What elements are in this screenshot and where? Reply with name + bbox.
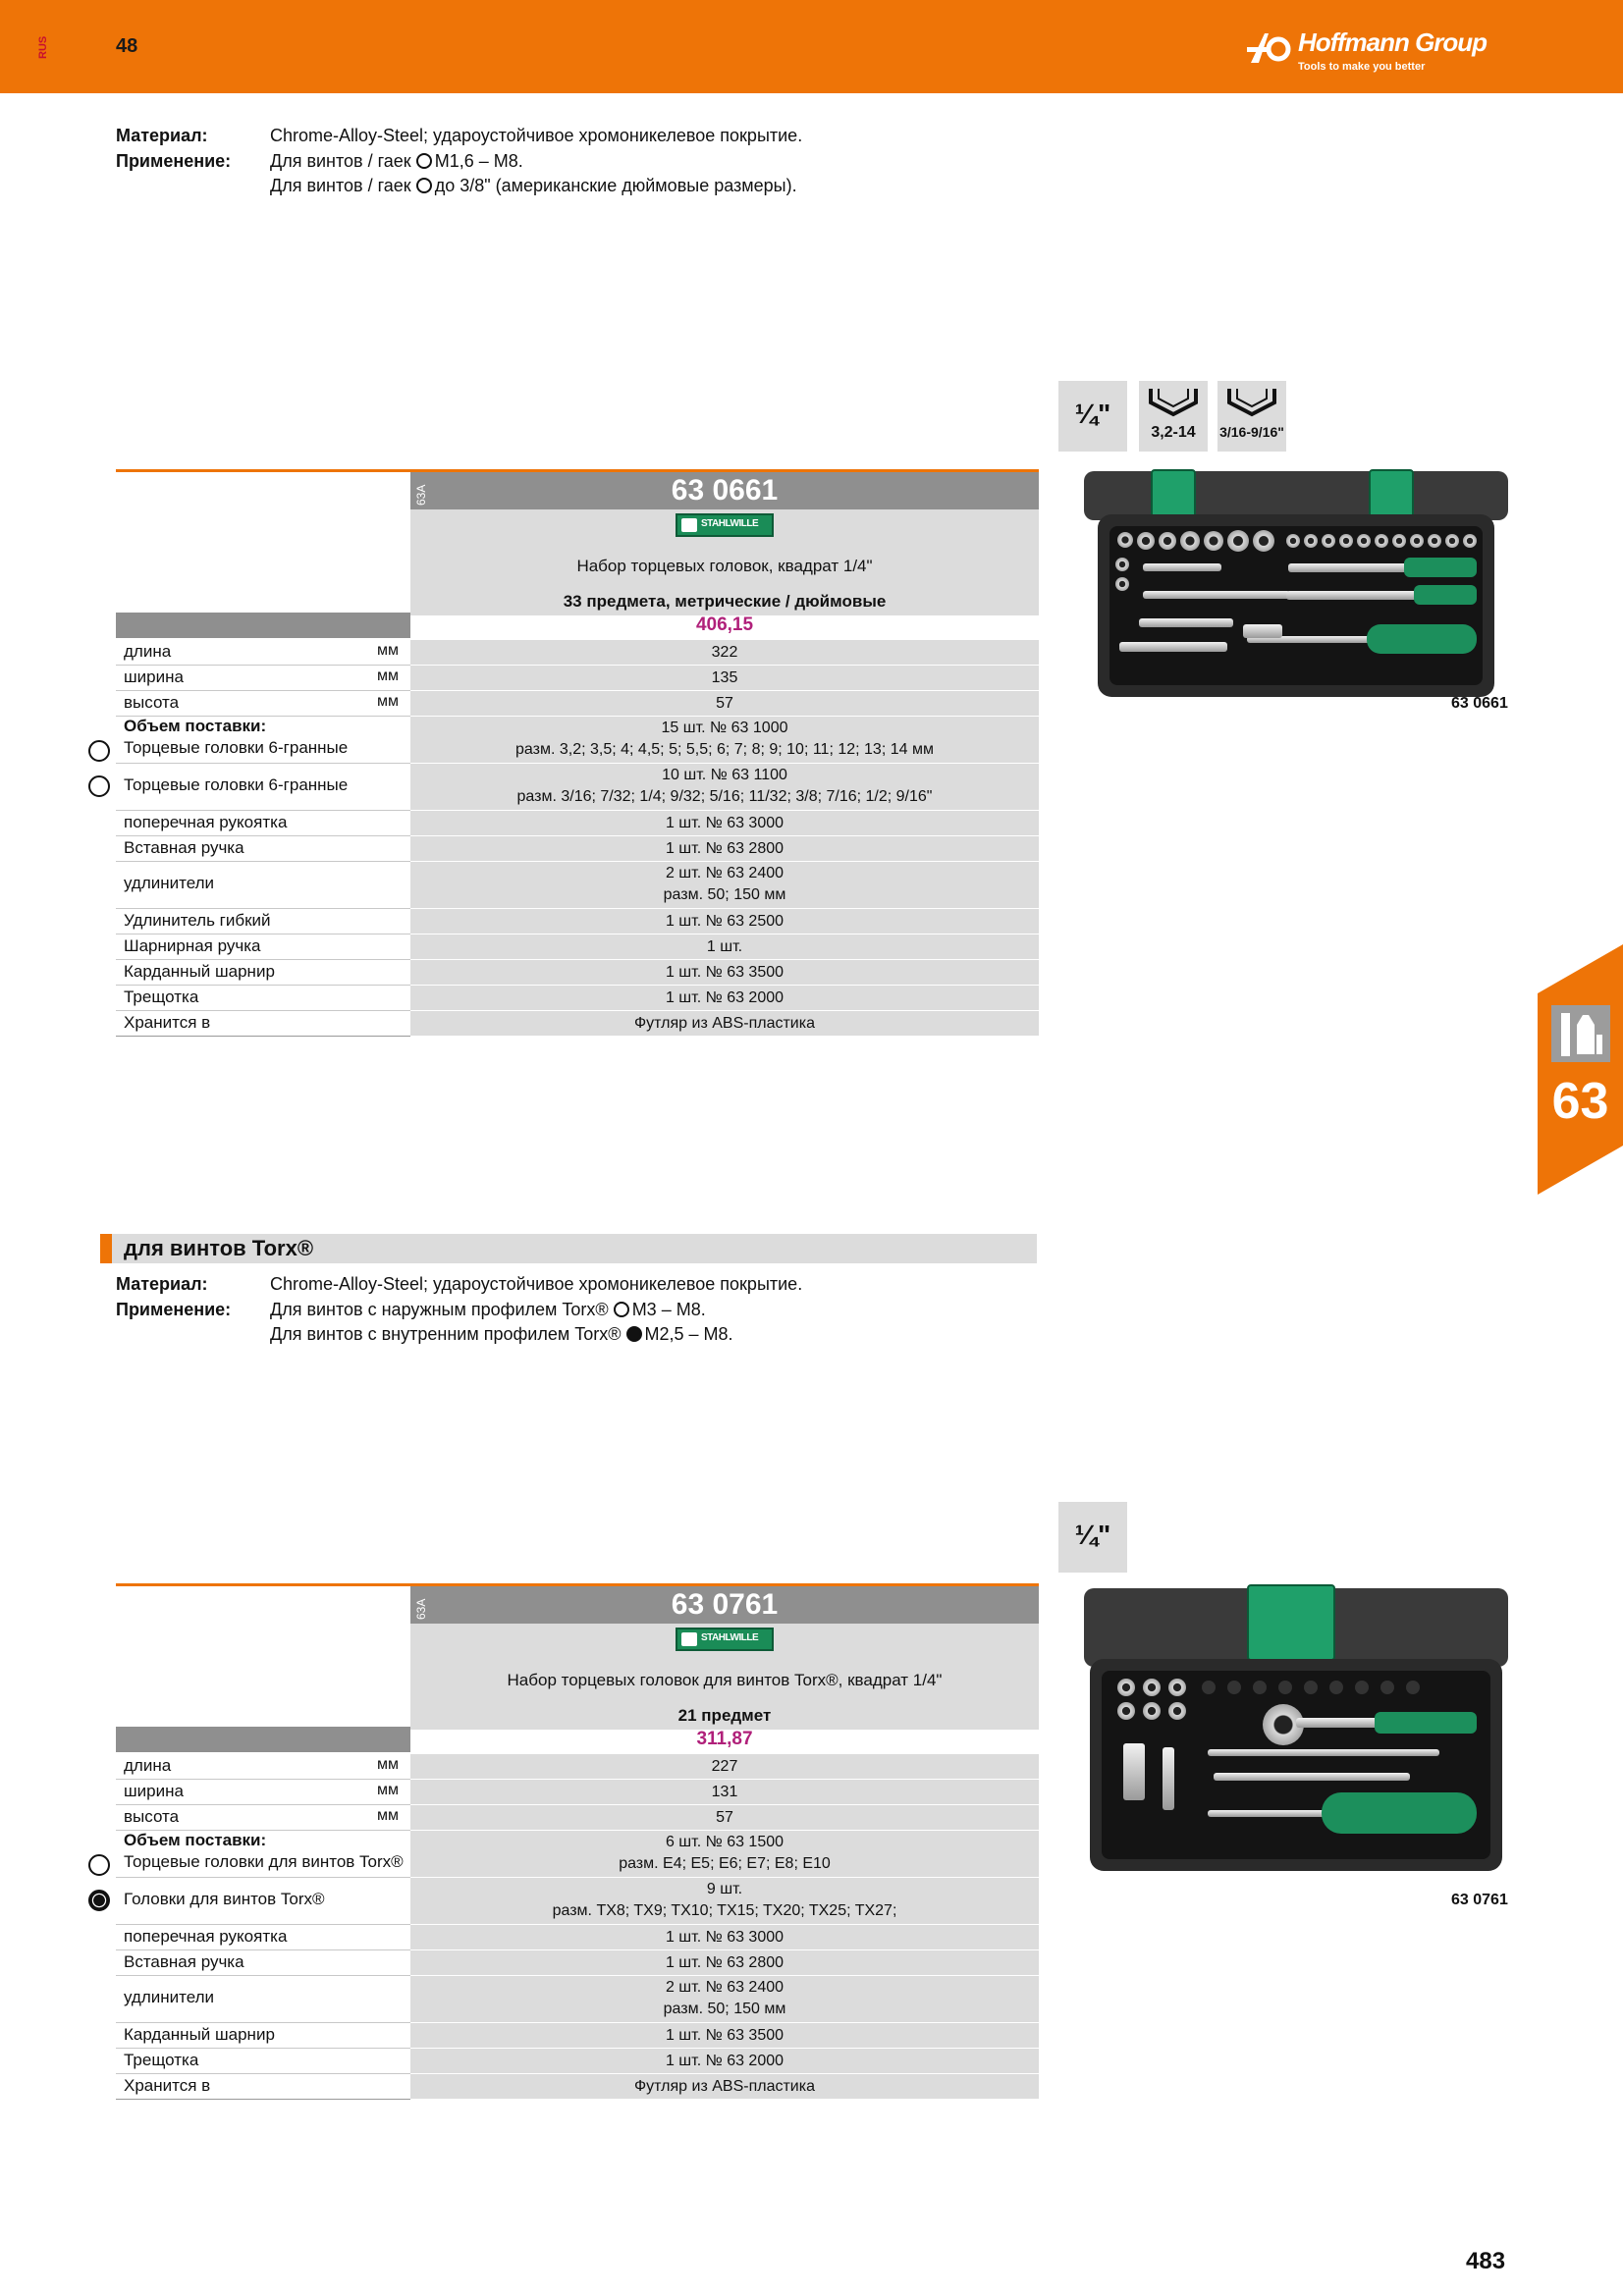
bit xyxy=(1253,1681,1267,1694)
row-label: высота xyxy=(124,693,180,712)
socket-profile-icon xyxy=(1147,385,1200,418)
row-value-line-1: 15 шт. № 63 1000 xyxy=(661,720,788,736)
brand-label: STAHLWILLE xyxy=(701,518,759,529)
scope-heading: Объем поставки: xyxy=(124,1831,267,1849)
use-line-2-range: M2,5 – M8. xyxy=(644,1324,733,1344)
table-row xyxy=(116,909,1039,934)
chapter-tab-shape xyxy=(1538,944,1623,1195)
ratchet-grip xyxy=(1404,558,1477,577)
torx-filled-icon xyxy=(626,1326,642,1342)
hoffmann-logo-icon xyxy=(1245,27,1296,71)
socket xyxy=(1115,577,1129,591)
socket xyxy=(1117,1679,1135,1696)
row-value: 131 xyxy=(410,1780,1039,1804)
drive-size-box xyxy=(1058,381,1127,452)
use-line-2 xyxy=(270,1322,733,1347)
table-row xyxy=(116,764,1039,811)
page-number-left: 48 xyxy=(116,35,138,57)
header-bar xyxy=(0,0,1623,93)
screwdriver-handle xyxy=(1367,624,1477,654)
row-label: Головки для винтов Torx® xyxy=(124,1890,325,1908)
hex-outline-icon xyxy=(416,153,432,169)
universal-joint xyxy=(1123,1743,1145,1800)
material-key: Материал: xyxy=(116,1274,208,1294)
row-value-line-1: 9 шт. xyxy=(706,1881,743,1897)
screwdriver-shaft xyxy=(1208,1810,1325,1817)
row-label: поперечная рукоятка xyxy=(124,813,288,831)
row-value: 1 шт. № 63 2800 xyxy=(410,1950,1039,1975)
product-header xyxy=(410,472,1039,615)
row-label: Шарнирная ручка xyxy=(124,936,261,955)
brand-logo[interactable] xyxy=(1245,22,1540,80)
section-marker xyxy=(100,1234,112,1263)
socket xyxy=(1143,1679,1161,1696)
article-number: 63 0661 xyxy=(671,474,779,507)
row-value xyxy=(410,1976,1039,2022)
extension-bar xyxy=(1139,618,1233,627)
stahlwille-logo xyxy=(676,1628,774,1651)
hex-socket-icon xyxy=(88,775,110,797)
socket xyxy=(1137,532,1155,550)
row-label: высота xyxy=(124,1807,180,1826)
chapter-number: 63 xyxy=(1551,1073,1609,1130)
row-value: 135 xyxy=(410,666,1039,690)
photo-caption: 63 0661 xyxy=(1451,695,1508,712)
row-value-line-2: разм. 50; 150 мм xyxy=(663,2001,786,2017)
drive-size-box xyxy=(1058,1502,1127,1573)
wrench-icon xyxy=(681,1632,697,1646)
handle-shaft xyxy=(1286,591,1434,600)
socket xyxy=(1339,534,1353,548)
price-bar xyxy=(116,1727,410,1752)
handle-grip xyxy=(1414,585,1477,605)
row-label: поперечная рукоятка xyxy=(124,1927,288,1946)
socket-profile-icon xyxy=(1225,385,1278,418)
row-value: Футляр из ABS-пластика xyxy=(410,2074,1039,2099)
row-value: 1 шт. xyxy=(410,934,1039,959)
wrench-socket-icon xyxy=(1551,1005,1610,1062)
socket xyxy=(1168,1702,1186,1720)
row-value: 1 шт. № 63 3500 xyxy=(410,960,1039,985)
row-value: 1 шт. № 63 2000 xyxy=(410,2049,1039,2073)
bit xyxy=(1406,1681,1420,1694)
use-line-1-range: M1,6 – M8. xyxy=(434,151,523,171)
extension-bar xyxy=(1163,1747,1174,1810)
table-row xyxy=(116,2023,1039,2049)
table-row xyxy=(116,1878,1039,1925)
bit xyxy=(1355,1681,1369,1694)
table-row xyxy=(116,691,1039,717)
row-value-line-1: 10 шт. № 63 1100 xyxy=(662,767,787,783)
torx-outline-icon xyxy=(614,1302,629,1317)
product-table-63-0661 xyxy=(116,469,1039,1039)
product-table-63-0761 xyxy=(116,1583,1039,2104)
hex-outline-icon xyxy=(416,178,432,193)
use-line-1-text: Для винтов / гаек xyxy=(270,151,411,171)
row-value-line-2: разм. 50; 150 мм xyxy=(663,886,786,903)
price[interactable]: 406,15 xyxy=(695,614,754,635)
socket xyxy=(1463,534,1477,548)
table-row xyxy=(116,1780,1039,1805)
use-line-1 xyxy=(270,1298,706,1322)
material-value: Chrome-Alloy-Steel; удароустойчивое хромоникелевое покрытие. xyxy=(270,1274,803,1294)
row-unit: мм xyxy=(377,1807,399,1824)
row-label: удлинители xyxy=(124,874,215,892)
row-divider xyxy=(116,1036,410,1037)
row-label: Трещотка xyxy=(124,2051,199,2069)
table-row xyxy=(116,717,1039,764)
price[interactable]: 311,87 xyxy=(696,1729,753,1749)
table-row xyxy=(116,862,1039,909)
case-clip xyxy=(1247,1584,1335,1661)
use-key: Применение: xyxy=(116,151,232,171)
use-key: Применение: xyxy=(116,1300,232,1319)
hex-socket-icon xyxy=(88,740,110,762)
case-lid xyxy=(1084,471,1508,520)
socket xyxy=(1143,1702,1161,1720)
table-row xyxy=(116,666,1039,691)
row-label: удлинители xyxy=(124,1988,215,2006)
category-code: 63A xyxy=(414,484,428,506)
socket xyxy=(1322,534,1335,548)
product-description: Набор торцевых головок для винтов Torx®, квадрат 1/4" xyxy=(507,1671,943,1689)
row-value: 1 шт. № 63 2000 xyxy=(410,986,1039,1010)
row-label: длина xyxy=(124,642,172,661)
inch-socket-box xyxy=(1217,381,1286,452)
table-row xyxy=(116,1950,1039,1976)
bit xyxy=(1227,1681,1241,1694)
sliding-t-bar xyxy=(1143,591,1290,599)
socket xyxy=(1428,534,1441,548)
table-row xyxy=(116,1925,1039,1950)
socket xyxy=(1117,532,1133,548)
metric-socket-box xyxy=(1139,381,1208,452)
row-unit: мм xyxy=(377,642,399,659)
socket xyxy=(1445,534,1459,548)
socket-tools-icon xyxy=(1551,1005,1610,1062)
row-label: Хранится в xyxy=(124,2076,211,2095)
socket xyxy=(1286,534,1300,548)
socket xyxy=(1375,534,1388,548)
inch-range: 3/16-9/16" xyxy=(1219,424,1284,440)
row-value: 1 шт. № 63 3500 xyxy=(410,2023,1039,2048)
price-bar xyxy=(116,613,410,638)
use-line-1-range: M3 – M8. xyxy=(631,1300,706,1319)
row-value xyxy=(410,764,1039,810)
ratchet-grip xyxy=(1375,1712,1477,1734)
row-value: 57 xyxy=(410,1805,1039,1830)
row-value: 1 шт. № 63 3000 xyxy=(410,1925,1039,1949)
torx-bit-icon xyxy=(88,1890,110,1911)
intro-material-block xyxy=(116,124,901,202)
page-number-right: 483 xyxy=(1466,2248,1506,2274)
brand-name: Hoffmann Group xyxy=(1298,27,1488,57)
use-line-2 xyxy=(270,174,797,198)
bit xyxy=(1380,1681,1394,1694)
table-row xyxy=(116,836,1039,862)
row-value-line-2: разм. 3,2; 3,5; 4; 4,5; 5; 5,5; 6; 7; 8; 9; 10; 11; 12; 13; 14 мм xyxy=(515,741,934,758)
product-photo-63-0661[interactable] xyxy=(1080,469,1512,705)
table-row xyxy=(116,640,1039,666)
table-row xyxy=(116,960,1039,986)
screwdriver-handle xyxy=(1322,1792,1477,1834)
use-line-1 xyxy=(270,149,523,174)
article-number-bar[interactable] xyxy=(410,472,1039,509)
socket xyxy=(1115,558,1129,571)
table-row xyxy=(116,1805,1039,1831)
drive-size-label: ¼" xyxy=(1074,1520,1111,1550)
scope-heading: Объем поставки: xyxy=(124,717,267,735)
stahlwille-logo xyxy=(676,513,774,537)
socket xyxy=(1357,534,1371,548)
row-label: ширина xyxy=(124,1782,184,1800)
row-value-line-2: разм. TX8; TX9; TX10; TX15; TX20; TX25; TX27; xyxy=(552,1902,897,1919)
metric-range: 3,2-14 xyxy=(1151,424,1196,441)
table-row xyxy=(116,986,1039,1011)
row-label: Карданный шарнир xyxy=(124,962,275,981)
drive-size-label: ¼" xyxy=(1074,399,1111,429)
wrench-icon xyxy=(681,518,697,532)
row-value-line-1: 2 шт. № 63 2400 xyxy=(665,1979,784,1996)
section-title: для винтов Torx® xyxy=(124,1236,314,1260)
table-row xyxy=(116,1011,1039,1037)
table-row xyxy=(116,1976,1039,2023)
torx-socket-icon xyxy=(88,1854,110,1876)
table-row xyxy=(116,1754,1039,1780)
row-label: Торцевые головки 6-гранные xyxy=(124,775,349,794)
material-key: Материал: xyxy=(116,126,208,145)
row-value-line-2: разм. 3/16; 7/32; 1/4; 9/32; 5/16; 11/32; 3/8; 7/16; 1/2; 9/16" xyxy=(516,788,933,805)
row-label: Хранится в xyxy=(124,1013,211,1032)
socket xyxy=(1180,531,1200,551)
language-code: RUS xyxy=(37,35,49,59)
product-photo-63-0761[interactable] xyxy=(1080,1584,1512,1879)
table-row xyxy=(116,1831,1039,1878)
row-value: 322 xyxy=(410,640,1039,665)
row-value: 1 шт. № 63 3000 xyxy=(410,811,1039,835)
brand-tagline: Tools to make you better xyxy=(1298,61,1426,73)
socket xyxy=(1392,534,1406,548)
row-value: 227 xyxy=(410,1754,1039,1779)
product-description-bold: 33 предмета, метрические / дюймовые xyxy=(563,592,887,611)
row-value: Футляр из ABS-пластика xyxy=(410,1011,1039,1036)
row-value: 1 шт. № 63 2800 xyxy=(410,836,1039,861)
use-line-2-range: до 3/8" (американские дюймовые размеры). xyxy=(434,176,797,195)
use-line-1-text: Для винтов с наружным профилем Torx® xyxy=(270,1300,609,1319)
row-value-line-2: разм. E4; E5; E6; E7; E8; E10 xyxy=(619,1855,831,1872)
row-unit: мм xyxy=(377,693,399,710)
article-number-bar[interactable] xyxy=(410,1586,1039,1624)
product-description: Набор торцевых головок, квадрат 1/4" xyxy=(576,557,873,575)
product-description-bold: 21 предмет xyxy=(677,1706,772,1725)
row-divider xyxy=(116,2099,410,2100)
row-unit: мм xyxy=(377,1756,399,1773)
use-line-2-text: Для винтов с внутренним профилем Torx® xyxy=(270,1324,622,1344)
socket xyxy=(1168,1679,1186,1696)
category-code: 63A xyxy=(414,1598,428,1620)
row-label: Вставная ручка xyxy=(124,838,244,857)
row-value xyxy=(410,1878,1039,1924)
row-value-line-1: 2 шт. № 63 2400 xyxy=(665,865,784,881)
use-line-2-text: Для винтов / гаек xyxy=(270,176,411,195)
t-bar xyxy=(1208,1749,1439,1756)
socket xyxy=(1410,534,1424,548)
row-value-line-1: 6 шт. № 63 1500 xyxy=(665,1834,784,1850)
socket xyxy=(1227,530,1249,552)
row-label: Торцевые головки 6-гранные xyxy=(124,738,349,757)
row-value: 57 xyxy=(410,691,1039,716)
socket xyxy=(1204,531,1223,551)
extension-bar xyxy=(1214,1773,1410,1781)
row-value xyxy=(410,1831,1039,1877)
bit xyxy=(1329,1681,1343,1694)
row-label: Удлинитель гибкий xyxy=(124,911,271,930)
row-label: Трещотка xyxy=(124,988,199,1006)
socket xyxy=(1159,532,1176,550)
row-label: длина xyxy=(124,1756,172,1775)
material-value: Chrome-Alloy-Steel; удароустойчивое хромоникелевое покрытие. xyxy=(270,126,803,145)
socket xyxy=(1117,1702,1135,1720)
torx-material-block xyxy=(116,1272,901,1351)
row-unit: мм xyxy=(377,1782,399,1798)
table-row xyxy=(116,2074,1039,2100)
table-row xyxy=(116,811,1039,836)
bit xyxy=(1278,1681,1292,1694)
extension-bar xyxy=(1119,642,1227,652)
section-heading-torx xyxy=(100,1234,1037,1263)
article-number: 63 0761 xyxy=(671,1588,779,1621)
row-label: ширина xyxy=(124,667,184,686)
brand-label: STAHLWILLE xyxy=(701,1632,759,1643)
extension-bar xyxy=(1143,563,1221,571)
socket xyxy=(1253,530,1274,552)
bit xyxy=(1304,1681,1318,1694)
table-row xyxy=(116,934,1039,960)
socket xyxy=(1304,534,1318,548)
universal-joint xyxy=(1243,624,1282,638)
row-label: Вставная ручка xyxy=(124,1952,244,1971)
row-unit: мм xyxy=(377,667,399,684)
product-header xyxy=(410,1586,1039,1730)
row-label: Карданный шарнир xyxy=(124,2025,275,2044)
row-label: Торцевые головки для винтов Torx® xyxy=(124,1852,404,1871)
row-value xyxy=(410,862,1039,908)
table-row xyxy=(116,2049,1039,2074)
row-value: 1 шт. № 63 2500 xyxy=(410,909,1039,934)
row-value xyxy=(410,717,1039,763)
bit xyxy=(1202,1681,1216,1694)
case-tray xyxy=(1109,526,1483,685)
chapter-tab[interactable] xyxy=(1538,944,1623,1195)
photo-caption: 63 0761 xyxy=(1451,1892,1508,1908)
